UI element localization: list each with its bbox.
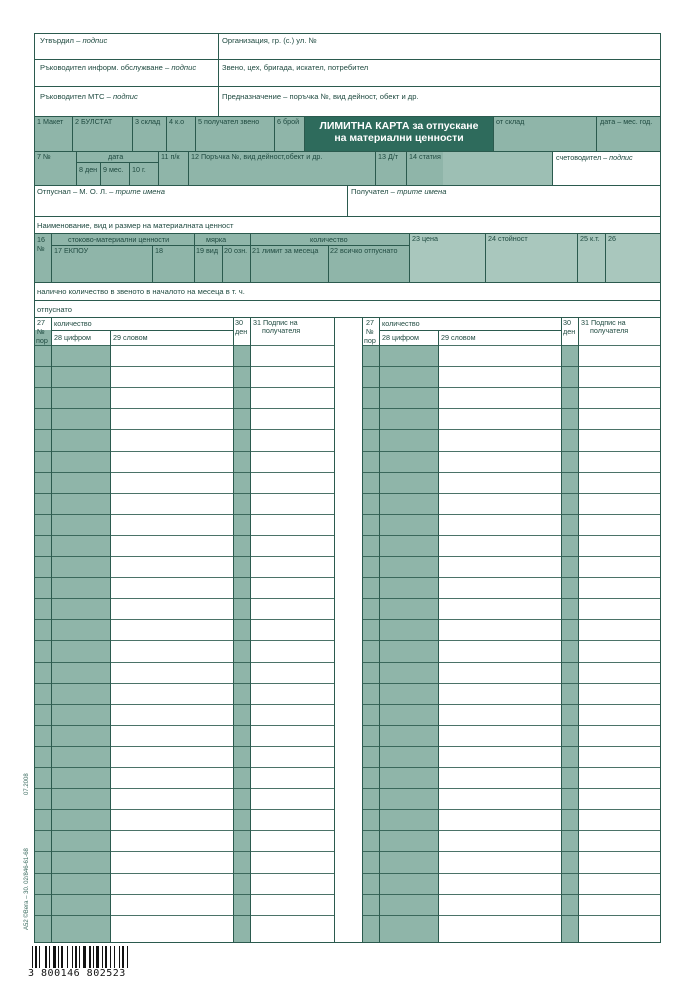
table-row-line [35,387,334,388]
table-row-line [35,683,334,684]
row1-v8 [596,116,597,151]
table-row-line [35,451,334,452]
row2-v6 [375,151,376,185]
materials-v9 [577,234,578,282]
table-row-line [35,640,334,641]
table-row-line [35,788,334,789]
table-row-line [35,894,334,895]
organization-label: Организация, гр. (с.) ул. № [222,36,317,45]
table-row-line [363,873,660,874]
barcode-bar [39,946,40,968]
header-hline-1 [34,59,661,60]
purpose-label: Предназначение – поръчка №, вид дейност, обект и др. [222,92,419,101]
right-qty-label: количество [382,319,420,328]
table-row-line [363,535,660,536]
barcode-bar [114,946,115,968]
row2-v4 [158,151,159,185]
table-row-line [363,683,660,684]
left-c27-no: № [37,327,45,336]
c7-label: 7 № [37,152,51,161]
left-c27: 27 [37,318,45,327]
c16-no-label: № [37,244,45,253]
right-c28: 28 цифром [382,333,419,342]
c18-label: 18 [155,246,163,255]
barcode-bar [49,946,50,968]
row1-v5 [274,116,275,151]
left-v-day [233,317,234,942]
barcode-bar [53,946,56,968]
c22-label: 22 всичко отпуснато [330,246,398,255]
table-row-line [363,619,660,620]
table-row-line [363,809,660,810]
measure-label: мярка [206,235,227,244]
table-row-line [35,429,334,430]
table-row-line [35,915,334,916]
left-col-day-shade [233,345,250,942]
barcode-bar [93,946,94,968]
c6-label: 6 брой [277,117,300,126]
c8-label: 8 ден [79,165,98,174]
table-row-line [363,915,660,916]
left-v-no [51,317,52,942]
table-row-line [363,493,660,494]
left-v-sig [250,317,251,942]
header-hline-2 [34,86,661,87]
table-row-line [363,788,660,789]
row2-v7 [406,151,407,185]
barcode-bar [45,946,47,968]
c12-label: 12 Поръчка №, вид дейност,обект и др. [191,152,323,161]
table-row-line [35,345,334,346]
row2-v2 [100,162,101,185]
materials-v4 [222,245,223,282]
materials-v3 [194,234,195,282]
table-row-line [35,577,334,578]
right-qty-hline [379,330,561,331]
left-c28: 28 цифром [54,333,91,342]
table-row-line [35,704,334,705]
right-c27: 27 [366,318,374,327]
left-table-right [334,317,335,943]
right-c27-ord: пор [364,336,376,345]
barcode-bar [122,946,124,968]
available-bottom [34,300,661,301]
barcode-number: 3 800146 802523 [28,968,126,979]
table-row-line [363,894,660,895]
materials-shade-b [409,234,660,282]
table-row-line [363,598,660,599]
c19-label: 19 вид [196,246,219,255]
materials-v2 [152,245,153,282]
table-row-line [363,345,660,346]
table-row-line [363,577,660,578]
stock-label: стоково-материални ценности [68,235,170,244]
qty-label: количество [310,235,348,244]
table-row-line [363,472,660,473]
table-row-line [35,366,334,367]
table-row-line [363,851,660,852]
left-qty-label: количество [54,319,92,328]
table-row-line [35,408,334,409]
row1-v3 [166,116,167,151]
row2-v3 [129,162,130,185]
row1-v4 [195,116,196,151]
materials-v5 [250,234,251,282]
table-row-line [363,662,660,663]
table-row-line [363,514,660,515]
row2-v8 [552,151,553,185]
left-col-digits-shade [51,345,110,942]
people-bottom [34,216,661,217]
c9-label: 9 мес. [103,165,124,174]
table-row-line [363,746,660,747]
c17-label: 17 ЕКПОУ [54,246,89,255]
c3-label: 3 склад [135,117,161,126]
accountant-label: счетоводител – подпис [556,153,633,162]
c2-label: 2 БУЛСТАТ [75,117,113,126]
materials-v7 [409,234,410,282]
form-title-line1: ЛИМИТНА КАРТА за отпускане [319,120,479,132]
date-label: дата [108,152,124,161]
table-row-line [35,746,334,747]
table-row-line [363,429,660,430]
c24-label: 24 стойност [488,234,528,243]
right-col-digits-shade [379,345,438,942]
left-c30-day: ден [235,327,248,336]
table-row-line [363,725,660,726]
c4-label: 4 к.о [169,117,185,126]
materials-v10 [605,234,606,282]
barcode-bar [96,946,99,968]
barcode-bar [75,946,77,968]
table-row-line [35,725,334,726]
barcode-bar [102,946,103,968]
table-row-line [35,514,334,515]
c5-label: 5 получател звено [198,117,260,126]
issued-by-label: Отпуснал – М. О. Л. – трите имена [37,187,165,196]
row1-v7 [493,116,494,151]
date-month-year-label: дата – мес. год. [600,117,653,126]
material-name-label: Наименование, вид и размер на материалната ценност [37,221,234,230]
people-vline [347,185,348,216]
edition-date: 07.2008 [24,773,30,795]
c11-label: 11 п/к [161,152,180,161]
row2-v1 [76,151,77,185]
table-row-line [363,704,660,705]
c10-label: 10 г. [132,165,146,174]
header-vline [218,33,219,116]
left-c30: 30 [235,318,243,327]
table-row-line [35,873,334,874]
materials-bottom [34,282,661,283]
barcode-bar [83,946,86,968]
barcode-bar [35,946,37,968]
c14-label: 14 статия [409,152,441,161]
table-row-line [35,767,334,768]
table-row-line [363,640,660,641]
materials-v1 [51,234,52,282]
info-head-label: Ръководител информ. обслужване – подпис [40,63,197,72]
c20-label: 20 озн. [224,246,248,255]
row1-v1 [72,116,73,151]
table-row-line [35,830,334,831]
from-store-label: от склад [496,117,525,126]
right-v-no [379,317,380,942]
right-c30: 30 [563,318,571,327]
materials-v6 [328,245,329,282]
form-title-line2: на материални ценности [334,132,464,144]
issued-section-label: отпуснато [37,305,73,314]
barcode-bars [32,946,150,968]
table-row-line [35,809,334,810]
row2-shade-mid [443,152,552,185]
right-c31: 31 Подпис на [581,318,626,327]
table-row-line [363,556,660,557]
right-col-no-shade [363,345,379,942]
left-c29: 29 словом [113,333,148,342]
barcode-bar [119,946,120,968]
mts-head-label: Ръководител МТС – подпис [40,92,138,101]
barcode-bar [32,946,33,968]
table-row-line [35,598,334,599]
right-col-day-shade [561,345,578,942]
table-row-line [363,830,660,831]
printer-code: А52 ©Вега – 30. 02/846-61-68 [24,848,30,930]
right-c31-b: получателя [590,326,629,335]
right-c27-no: № [366,327,374,336]
frame-top [34,33,661,34]
left-qty-hline [51,330,233,331]
frame-right [660,33,661,943]
frame-bottom [34,942,661,943]
barcode-bar [61,946,63,968]
barcode-bar [127,946,128,968]
right-v-day [561,317,562,942]
table-row-line [363,366,660,367]
row2-v5 [188,151,189,185]
c21-label: 21 лимит за месеца [252,246,319,255]
table-row-line [35,493,334,494]
materials-v8 [485,234,486,282]
table-row-line [35,662,334,663]
approved-label: Утвърдил – подпис [40,36,108,45]
barcode-bar [72,946,73,968]
unit-label: Звено, цех, бригада, искател, потребител [222,63,369,72]
right-c30-day: ден [563,327,576,336]
table-row-line [35,619,334,620]
recipient-label: Получател – трите имена [351,187,447,196]
row1-v2 [132,116,133,151]
barcode [28,946,152,978]
table-row-line [35,535,334,536]
table-row-line [35,556,334,557]
c13-label: 13 Д/т [378,152,399,161]
right-v-sig [578,317,579,942]
barcode-bar [105,946,107,968]
c16-label: 16 [37,235,45,244]
right-c29: 29 словом [441,333,476,342]
available-label: налично количество в звеното в началото на месеца в т. ч. [37,287,245,296]
table-row-line [363,408,660,409]
barcode-bar [89,946,91,968]
row2-date-hline [76,162,158,163]
barcode-bar [58,946,59,968]
table-row-line [35,472,334,473]
c26-label: 26 [608,234,616,243]
left-c27-ord: пор [36,336,48,345]
c25-label: 25 к.т. [580,234,600,243]
barcode-bar [79,946,80,968]
c23-label: 23 цена [412,234,438,243]
table-row-line [35,851,334,852]
form-title [305,117,493,151]
table-row-line [363,767,660,768]
barcode-bar [67,946,68,968]
barcode-bar [110,946,111,968]
table-row-line [363,387,660,388]
left-c31: 31 Подпис на [253,318,298,327]
left-c31-b: получателя [262,326,301,335]
table-row-line [363,451,660,452]
c1-label: 1 Макет [37,117,64,126]
